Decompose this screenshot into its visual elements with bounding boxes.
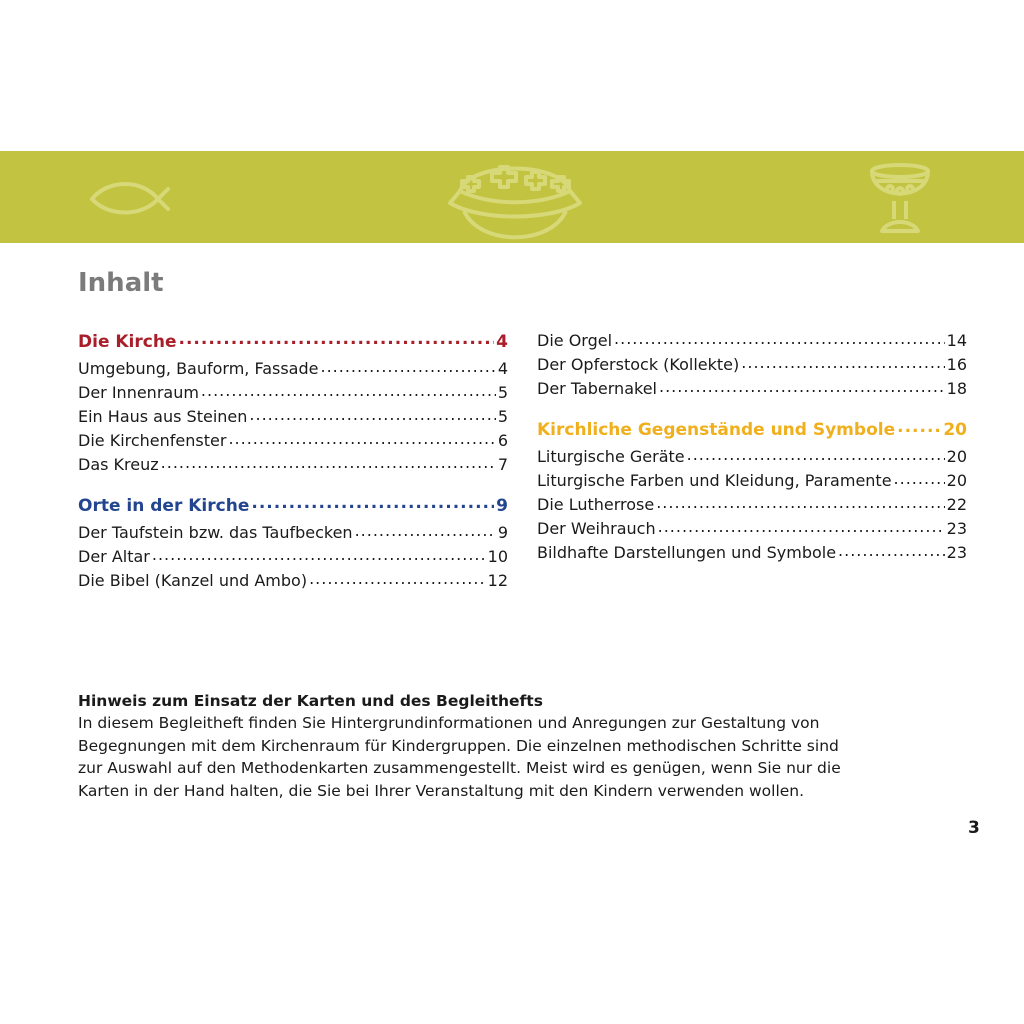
toc-entry-label: Kirchliche Gegenstände und Symbole [537, 420, 896, 440]
dot-leader [249, 406, 495, 422]
toc-entry-page: 9 [497, 523, 508, 542]
page-title: Inhalt [78, 268, 164, 298]
toc-entry-label: Liturgische Farben und Kleidung, Paramente [537, 471, 892, 490]
toc-entry-page: 14 [946, 331, 967, 350]
toc-section-heading [537, 418, 967, 444]
crown-icon [440, 151, 590, 243]
dot-leader [161, 454, 496, 470]
toc-entry-page: 9 [496, 496, 508, 516]
toc-entry-page: 22 [946, 495, 967, 514]
toc-entry [537, 330, 967, 354]
toc-entry-label: Die Lutherrose [537, 495, 655, 514]
dot-leader [741, 354, 944, 370]
dot-leader [251, 494, 494, 511]
toc-entry-label: Der Taufstein bzw. das Taufbecken [78, 523, 353, 542]
toc-entry [537, 518, 967, 542]
toc-entry-label: Die Orgel [537, 331, 613, 350]
dot-leader [838, 542, 945, 558]
usage-note [78, 690, 938, 802]
fish-icon [86, 151, 172, 243]
toc-entry-label: Die Kirche [78, 332, 177, 352]
note-heading: Hinweis zum Einsatz der Karten und des Begleithefts [78, 692, 543, 710]
dot-leader [659, 378, 945, 394]
dot-leader [656, 494, 944, 510]
toc-entry [78, 522, 508, 546]
toc-spacer [537, 402, 967, 418]
dot-leader [178, 330, 494, 347]
toc-entry [537, 378, 967, 402]
toc-section-heading [78, 494, 508, 520]
note-line: zur Auswahl auf den Methodenkarten zusammengestellt. Meist wird es genügen, wenn Sie nur die [78, 759, 841, 777]
toc-entry-page: 5 [497, 407, 508, 426]
toc-entry-page: 20 [943, 420, 967, 440]
dot-leader [309, 570, 486, 586]
toc-entry [78, 546, 508, 570]
toc-entry [78, 382, 508, 406]
toc-entry-page: 23 [946, 519, 967, 538]
toc-entry-label: Der Weihrauch [537, 519, 656, 538]
toc-entry-page: 20 [946, 471, 967, 490]
toc-entry-label: Umgebung, Bauform, Fassade [78, 359, 319, 378]
toc-column-right [537, 330, 967, 566]
dot-leader [228, 430, 495, 446]
toc-entry [537, 494, 967, 518]
dot-leader [897, 418, 941, 435]
note-line: Begegnungen mit dem Kirchenraum für Kindergruppen. Die einzelnen methodischen Schritte sind [78, 736, 839, 755]
toc-entry-page: 5 [497, 383, 508, 402]
toc-entry-page: 10 [487, 547, 508, 566]
toc-entry [537, 446, 967, 470]
toc-entry-page: 7 [497, 455, 508, 474]
toc-entry-label: Der Opferstock (Kollekte) [537, 355, 740, 374]
toc-entry-label: Ein Haus aus Steinen [78, 407, 248, 426]
dot-leader [614, 330, 945, 346]
note-line: In diesem Begleitheft finden Sie Hintergrundinformationen und Anregungen zur Gestaltung von [78, 714, 820, 732]
dot-leader [355, 522, 496, 538]
toc-entry-label: Bildhafte Darstellungen und Symbole [537, 543, 837, 562]
note-line: Karten in der Hand halten, die Sie bei Ihrer Veranstaltung mit den Kindern verwenden wollen. [78, 781, 805, 800]
page-number: 3 [968, 818, 980, 838]
toc-entry [78, 454, 508, 478]
toc-entry-page: 18 [946, 379, 967, 398]
toc-entry-page: 4 [496, 332, 508, 352]
toc-entry [78, 570, 508, 594]
toc-column-left [78, 330, 508, 594]
toc-entry-label: Die Bibel (Kanzel und Ambo) [78, 571, 308, 590]
chalice-icon [862, 151, 942, 243]
toc-entry-label: Die Kirchenfenster [78, 431, 227, 450]
toc-section-heading [78, 330, 508, 356]
toc-entry-page: 4 [497, 359, 508, 378]
toc-entry-label: Der Innenraum [78, 383, 199, 402]
toc-entry [78, 358, 508, 382]
dot-leader [152, 546, 486, 562]
toc-entry [78, 406, 508, 430]
toc-entry-label: Liturgische Geräte [537, 447, 685, 466]
dot-leader [687, 446, 945, 462]
dot-leader [320, 358, 495, 374]
toc-entry-page: 20 [946, 447, 967, 466]
toc-entry-label: Orte in der Kirche [78, 496, 250, 516]
toc-entry [78, 430, 508, 454]
dot-leader [201, 382, 496, 398]
toc-entry [537, 542, 967, 566]
toc-entry-label: Das Kreuz [78, 455, 159, 474]
toc-entry-label: Der Tabernakel [537, 379, 657, 398]
header-banner [0, 151, 1024, 243]
dot-leader [894, 470, 945, 486]
toc-entry-page: 23 [946, 543, 967, 562]
toc-entry-page: 12 [487, 571, 508, 590]
dot-leader [658, 518, 945, 534]
toc-entry [537, 354, 967, 378]
toc-entry-page: 6 [497, 431, 508, 450]
toc-spacer [78, 478, 508, 494]
toc-entry-page: 16 [946, 355, 967, 374]
toc-entry-label: Der Altar [78, 547, 150, 566]
toc-entry [537, 470, 967, 494]
